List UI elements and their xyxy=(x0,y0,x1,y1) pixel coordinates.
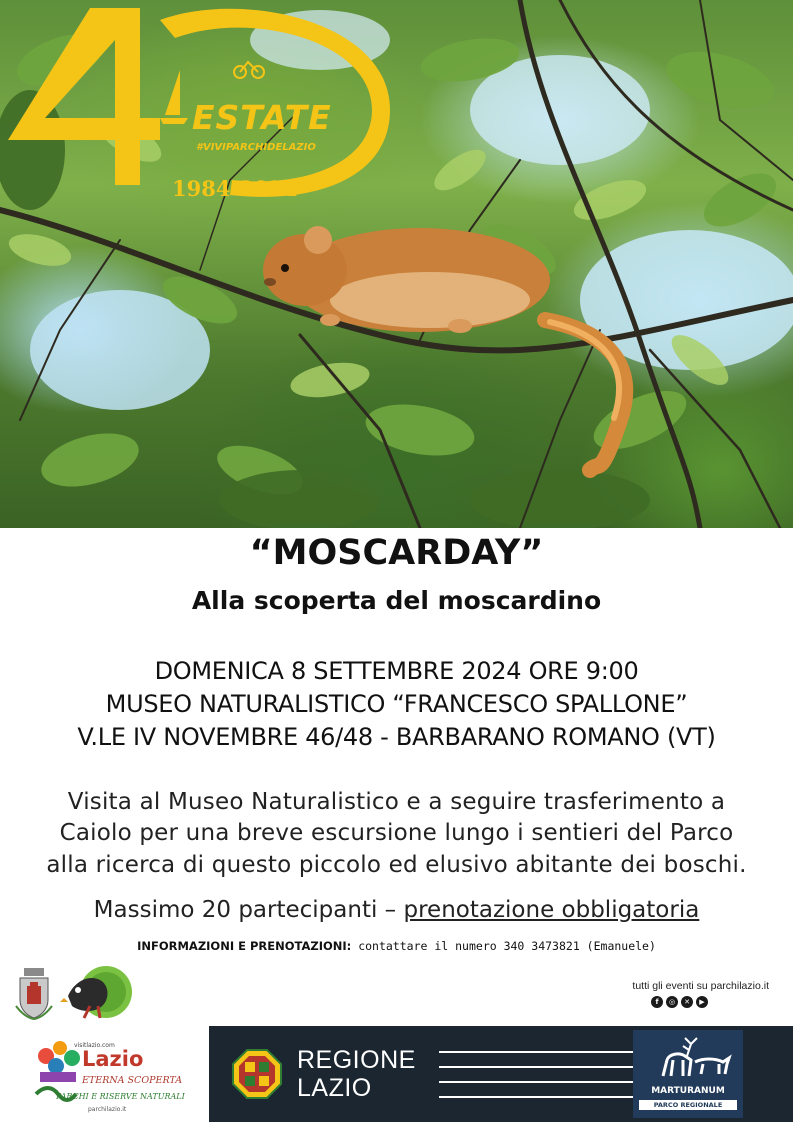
x-icon[interactable]: ✕ xyxy=(681,996,693,1008)
event-subtitle: Alla scoperta del moscardino xyxy=(191,586,602,615)
instagram-icon[interactable]: ◎ xyxy=(666,996,678,1008)
contacts-text: contattare il numero 340 3473821 (Emanuele) xyxy=(351,939,656,953)
participants-info xyxy=(0,897,793,923)
park-mascot-logo-icon xyxy=(60,962,136,1022)
facebook-icon[interactable]: f xyxy=(651,996,663,1008)
marturanum-park-logo xyxy=(633,1030,743,1118)
max-participants-text: Massimo 20 partecipanti – xyxy=(93,897,404,923)
event-venue: MUSEO NATURALISTICO “FRANCESCO SPALLONE” xyxy=(105,690,688,718)
hero-photo xyxy=(0,0,793,528)
youtube-icon[interactable]: ▶ xyxy=(696,996,708,1008)
event-date: DOMENICA 8 SETTEMBRE 2024 ORE 9:00 xyxy=(154,657,639,685)
logo-hashtag: #VIVIPARCHIDELAZIO xyxy=(196,142,316,153)
event-title: “MOSCARDAY” xyxy=(249,533,544,573)
description-line: Caiolo per una breve escursione lungo i sentieri del Parco xyxy=(59,820,734,846)
regione-lazio-banner xyxy=(209,1026,793,1122)
social-icons xyxy=(651,996,708,1008)
booking-required-link[interactable]: prenotazione obbligatoria xyxy=(403,897,700,923)
contacts-label: INFORMAZIONI E PRENOTAZIONI: xyxy=(137,939,352,953)
region-name-line1: REGIONE xyxy=(297,1046,416,1074)
regione-lazio-emblem-icon xyxy=(231,1048,283,1100)
municipal-crest-icon xyxy=(14,966,54,1020)
event-address: V.LE IV NOVEMBRE 46/48 - BARBARANO ROMANO (VT) xyxy=(77,723,716,751)
region-name-line2: LAZIO xyxy=(297,1074,372,1102)
contacts-info xyxy=(0,939,793,953)
park-name: MARTURANUM xyxy=(651,1086,725,1096)
logo-years: 1984-2024 xyxy=(172,176,298,201)
lazio-wordmark: Lazio xyxy=(82,1047,144,1071)
lazio-tagline: ETERNA SCOPERTA xyxy=(82,1075,183,1086)
description-line: Visita al Museo Naturalistico e a seguire trasferimento a xyxy=(67,789,726,815)
decorative-lines xyxy=(439,1050,635,1100)
social-caption: tutti gli eventi su parchilazio.it xyxy=(632,980,769,992)
lazio-parks-text: PARCHI E RISERVE NATURALI xyxy=(56,1092,185,1101)
park-subtitle: PARCO REGIONALE xyxy=(639,1100,737,1110)
deer-and-dog-icon xyxy=(633,1030,743,1086)
logo-estate-text: ESTATE xyxy=(192,98,332,137)
visitlazio-small-text: visitlazio.com xyxy=(74,1042,115,1049)
lazio-url: parchilazio.it xyxy=(88,1106,127,1113)
description-line: alla ricerca di questo piccolo ed elusivo abitante dei boschi. xyxy=(46,852,747,878)
